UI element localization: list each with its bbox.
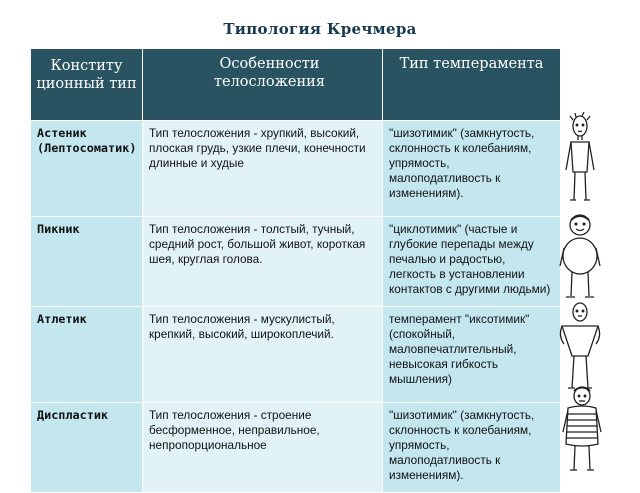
row-temperament-cell: темперамент "иксотимик" (спокойный, маловпечатлительный, невысокая гибкость мышления) — [383, 307, 561, 403]
row-features-cell: Тип телосложения - хрупкий, высокий, плоская грудь, узкие плечи, конечности длинные и худые — [143, 121, 383, 217]
header-temperament-type: Тип темперамента — [383, 49, 561, 121]
athletic-figure — [558, 300, 602, 392]
asthenic-figure — [560, 112, 600, 204]
row-features-cell: Тип телосложения - мускулистый, крепкий, высокий, широкоплечий. — [143, 307, 383, 403]
kretschmer-table — [30, 48, 561, 493]
page-title: Типология Кречмера — [223, 20, 417, 38]
row-temperament-cell: "шизотимик" (замкнутость, склонность к колебаниям, упрямость, малоподатливость к изменениям). — [383, 403, 561, 493]
row-type-cell: Астеник (Лептосоматик) — [31, 121, 143, 217]
row-type-cell: Диспластик — [31, 403, 143, 493]
table-row-asthenic — [31, 121, 561, 217]
row-type-cell: Пикник — [31, 217, 143, 307]
table-row-athletic — [31, 307, 561, 403]
table-row-dysplastic — [31, 403, 561, 493]
header-body-features: Особенности телосложения — [143, 49, 383, 121]
header-constitution-type: Конститу ционный тип — [31, 49, 143, 121]
header-row — [31, 49, 561, 121]
table-row-picnic — [31, 217, 561, 307]
row-features-cell: Тип телосложения - толстый, тучный, средний рост, большой живот, короткая шея, круглая голова. — [143, 217, 383, 307]
picnic-figure — [558, 212, 602, 302]
row-temperament-cell: "шизотимик" (замкнутость, склонность к колебаниям, упрямость, малоподатливость к изменениям). — [383, 121, 561, 217]
row-type-cell: Атлетик — [31, 307, 143, 403]
row-temperament-cell: "циклотимик" (частые и глубокие перепады между печалью и радостью, легкость в установлении контактов с другими людьми) — [383, 217, 561, 307]
dysplastic-figure — [560, 384, 604, 474]
row-features-cell: Тип телосложения - строение бесформенное, неправильное, непропорциональное — [143, 403, 383, 493]
